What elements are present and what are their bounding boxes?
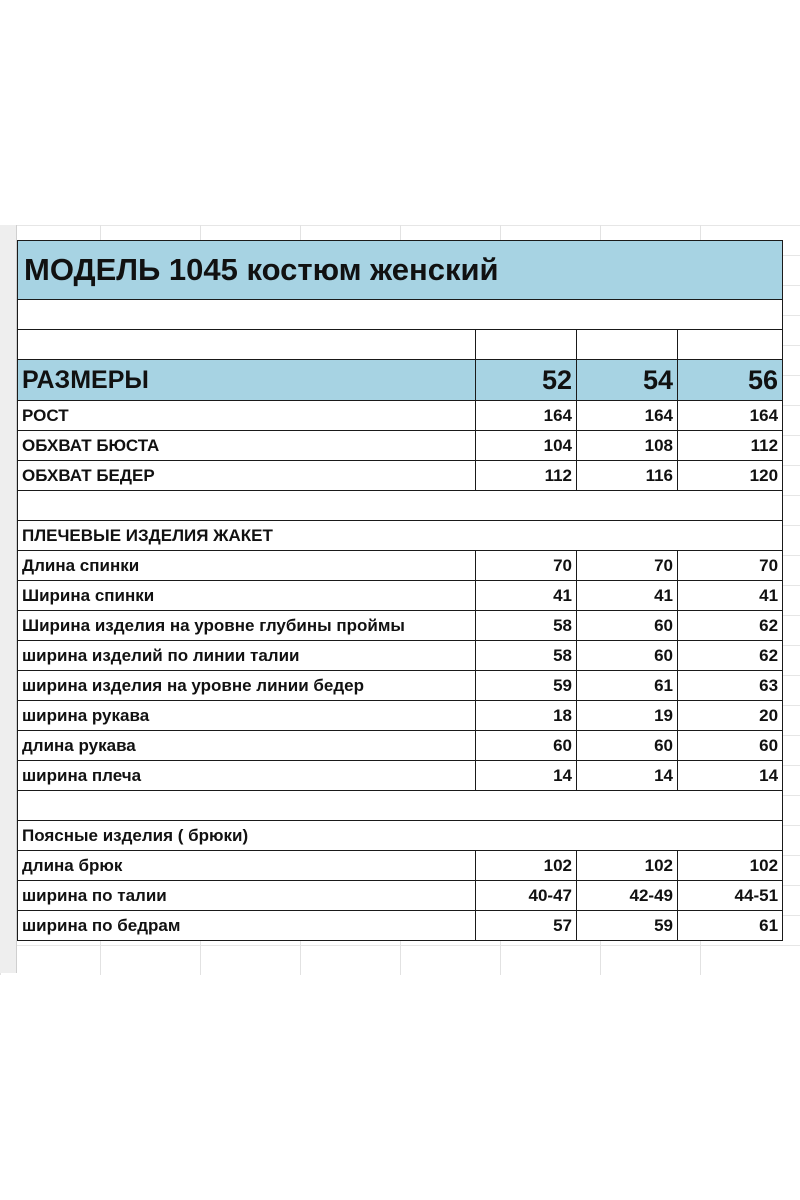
table-row <box>18 641 783 671</box>
value-cell[interactable]: 164 <box>476 401 577 431</box>
value-cell[interactable]: 59 <box>476 671 577 701</box>
value-cell[interactable]: 112 <box>476 461 577 491</box>
table-row <box>18 431 783 461</box>
row-label[interactable]: ОБХВАТ БЕДЕР <box>18 461 476 491</box>
table-row <box>18 851 783 881</box>
empty-cell[interactable] <box>18 330 476 360</box>
row-label[interactable]: длина брюк <box>18 851 476 881</box>
value-cell[interactable]: 60 <box>577 641 678 671</box>
value-cell[interactable]: 60 <box>577 611 678 641</box>
section-header-row <box>18 821 783 851</box>
value-cell[interactable]: 104 <box>476 431 577 461</box>
jacket-section-header[interactable]: ПЛЕЧЕВЫЕ ИЗДЕЛИЯ ЖАКЕТ <box>18 521 783 551</box>
value-cell[interactable]: 102 <box>678 851 783 881</box>
title-row <box>18 241 783 300</box>
table-row <box>18 701 783 731</box>
empty-cell[interactable] <box>18 791 783 821</box>
value-cell[interactable]: 41 <box>577 581 678 611</box>
value-cell[interactable]: 102 <box>577 851 678 881</box>
value-cell[interactable]: 60 <box>577 731 678 761</box>
table-row <box>18 401 783 431</box>
row-label[interactable]: длина рукава <box>18 731 476 761</box>
row-header-strip <box>0 225 17 973</box>
section-header-row <box>18 521 783 551</box>
row-label[interactable]: Ширина изделия на уровне глубины проймы <box>18 611 476 641</box>
value-cell[interactable]: 41 <box>476 581 577 611</box>
value-cell[interactable]: 63 <box>678 671 783 701</box>
value-cell[interactable]: 62 <box>678 611 783 641</box>
size-chart-table <box>17 240 783 941</box>
empty-cell[interactable] <box>678 330 783 360</box>
value-cell[interactable]: 57 <box>476 911 577 941</box>
value-cell[interactable]: 40-47 <box>476 881 577 911</box>
value-cell[interactable]: 61 <box>577 671 678 701</box>
value-cell[interactable]: 58 <box>476 641 577 671</box>
value-cell[interactable]: 70 <box>476 551 577 581</box>
value-cell[interactable]: 41 <box>678 581 783 611</box>
value-cell[interactable]: 116 <box>577 461 678 491</box>
blank-row <box>18 491 783 521</box>
table-row <box>18 881 783 911</box>
sizes-row <box>18 360 783 401</box>
empty-cell[interactable] <box>18 491 783 521</box>
sizes-label[interactable]: РАЗМЕРЫ <box>18 360 476 401</box>
value-cell[interactable]: 14 <box>577 761 678 791</box>
value-cell[interactable]: 14 <box>678 761 783 791</box>
empty-cell[interactable] <box>577 330 678 360</box>
row-label[interactable]: ширина изделия на уровне линии бедер <box>18 671 476 701</box>
row-label[interactable]: ширина по бедрам <box>18 911 476 941</box>
value-cell[interactable]: 14 <box>476 761 577 791</box>
value-cell[interactable]: 59 <box>577 911 678 941</box>
table-row <box>18 551 783 581</box>
value-cell[interactable]: 120 <box>678 461 783 491</box>
blank-row <box>18 791 783 821</box>
table-row <box>18 461 783 491</box>
trousers-section-header[interactable]: Поясные изделия ( брюки) <box>18 821 783 851</box>
value-cell[interactable]: 164 <box>577 401 678 431</box>
size-54[interactable]: 54 <box>577 360 678 401</box>
row-label[interactable]: ширина по талии <box>18 881 476 911</box>
table-row <box>18 611 783 641</box>
row-label[interactable]: Ширина спинки <box>18 581 476 611</box>
size-52[interactable]: 52 <box>476 360 577 401</box>
table-row <box>18 581 783 611</box>
value-cell[interactable]: 58 <box>476 611 577 641</box>
size-56[interactable]: 56 <box>678 360 783 401</box>
empty-cell[interactable] <box>476 330 577 360</box>
value-cell[interactable]: 60 <box>476 731 577 761</box>
value-cell[interactable]: 70 <box>577 551 678 581</box>
table-row <box>18 911 783 941</box>
value-cell[interactable]: 102 <box>476 851 577 881</box>
table-row <box>18 761 783 791</box>
value-cell[interactable]: 62 <box>678 641 783 671</box>
row-label[interactable]: РОСТ <box>18 401 476 431</box>
empty-cell[interactable] <box>18 300 783 330</box>
row-label[interactable]: ОБХВАТ БЮСТА <box>18 431 476 461</box>
value-cell[interactable]: 112 <box>678 431 783 461</box>
row-label[interactable]: ширина изделий по линии талии <box>18 641 476 671</box>
row-label[interactable]: ширина рукава <box>18 701 476 731</box>
title-cell[interactable]: МОДЕЛЬ 1045 костюм женский <box>18 241 783 300</box>
blank-row <box>18 330 783 360</box>
table-row <box>18 731 783 761</box>
blank-row <box>18 300 783 330</box>
table-row <box>18 671 783 701</box>
value-cell[interactable]: 18 <box>476 701 577 731</box>
value-cell[interactable]: 61 <box>678 911 783 941</box>
value-cell[interactable]: 70 <box>678 551 783 581</box>
value-cell[interactable]: 19 <box>577 701 678 731</box>
value-cell[interactable]: 60 <box>678 731 783 761</box>
row-label[interactable]: ширина плеча <box>18 761 476 791</box>
value-cell[interactable]: 108 <box>577 431 678 461</box>
value-cell[interactable]: 44-51 <box>678 881 783 911</box>
value-cell[interactable]: 164 <box>678 401 783 431</box>
row-label[interactable]: Длина спинки <box>18 551 476 581</box>
value-cell[interactable]: 20 <box>678 701 783 731</box>
value-cell[interactable]: 42-49 <box>577 881 678 911</box>
